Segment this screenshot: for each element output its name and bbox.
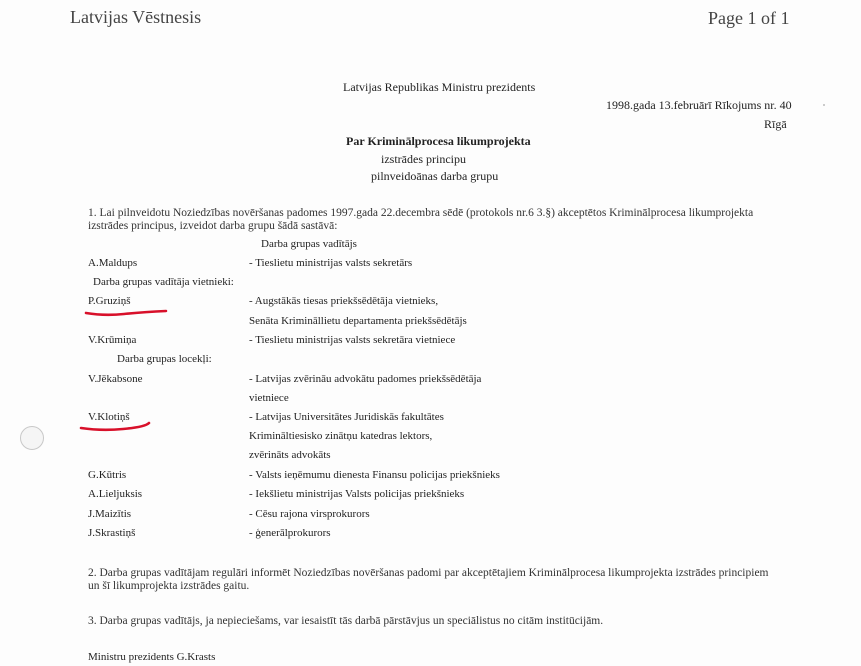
member-name: V.Jēkabsone (88, 373, 143, 385)
member-role-cont: Senāta Krimināllietu departamenta priekšsēdētājs (249, 315, 467, 327)
para2-line2: un šī likumprojekta izstrādes gaitu. (88, 580, 250, 592)
place: Rīgā (764, 117, 787, 131)
red-underline-klotins (79, 420, 153, 434)
member-role: - Tieslietu ministrijas valsts sekretāra vietniece (249, 334, 456, 346)
doc-title: Par Kriminālprocesa likumprojekta (346, 134, 531, 148)
member-role-cont: Krimināltiesisko zinātņu katedras lektors, (249, 430, 433, 442)
member-name: A.Lieljuksis (88, 488, 143, 500)
order-line: 1998.gada 13.februārī Rīkojums nr. 40 (606, 98, 792, 112)
member-name: P.Gruziņš (88, 295, 131, 307)
member-name: V.Krūmiņa (88, 334, 137, 346)
member-role: - Cēsu rajona virsprokurors (249, 508, 370, 520)
signature: Ministru prezidents G.Krasts (88, 651, 216, 663)
member-role: - Augstākās tiesas priekšsēdētāja vietnieks, (249, 295, 439, 307)
member-role-cont: vietniece (249, 392, 289, 404)
para2-line1: 2. Darba grupas vadītājam regulāri informēt Noziedzības novēršanas padomi par akceptētajiem Kriminālprocesa likumprojekta izstrādes principiem (88, 567, 769, 579)
member-role: - ģenerālprokurors (249, 527, 331, 539)
section-leader: Darba grupas vadītājs (261, 238, 357, 250)
para1-line2: izstrādes principus, izveidot darba grupu šādā sastāvā: (88, 220, 338, 232)
member-name: A.Maldups (88, 257, 138, 269)
red-underline-gruzins (84, 307, 170, 319)
member-role: - Tieslietu ministrijas valsts sekretārs (249, 257, 413, 269)
issuer: Latvijas Republikas Ministru prezidents (343, 80, 536, 94)
publication-title: Latvijas Vēstnesis (70, 7, 202, 27)
member-role: - Latvijas Universitātes Juridiskās fakultātes (249, 411, 444, 423)
member-name: V.Klotiņš (88, 411, 130, 423)
member-name: G.Kūtris (88, 469, 127, 481)
member-name: J.Maizītis (88, 508, 132, 520)
para3: 3. Darba grupas vadītājs, ja nepieciešams, var iesaistīt tās darbā pārstāvjus un speciālistus no citām institūcijām. (88, 615, 604, 627)
member-role: - Iekšlietu ministrijas Valsts policijas priekšnieks (249, 488, 465, 500)
member-role-cont: zvērināts advokāts (249, 449, 331, 461)
member-name: J.Skrastiņš (88, 527, 136, 539)
member-role: - Valsts ieņēmumu dienesta Finansu policijas priekšnieks (249, 469, 500, 481)
section-deputies: Darba grupas vadītāja vietnieki: (93, 276, 234, 288)
page-indicator: Page 1 of 1 (708, 8, 790, 28)
para1-line1: 1. Lai pilnveidotu Noziedzības novēršanas padomes 1997.gada 22.decembra sēdē (protokols nr.6 3.§) akceptētos Kriminālprocesa likumprojekta (88, 207, 754, 219)
section-members: Darba grupas locekļi: (117, 353, 212, 365)
doc-title-line3: pilnveidoānas darba grupu (371, 169, 499, 183)
scan-dot (823, 104, 825, 106)
doc-title-line2: izstrādes principu (381, 152, 466, 166)
member-role: - Latvijas zvērināu advokātu padomes priekšsēdētāja (249, 373, 482, 385)
punch-hole (20, 426, 44, 450)
